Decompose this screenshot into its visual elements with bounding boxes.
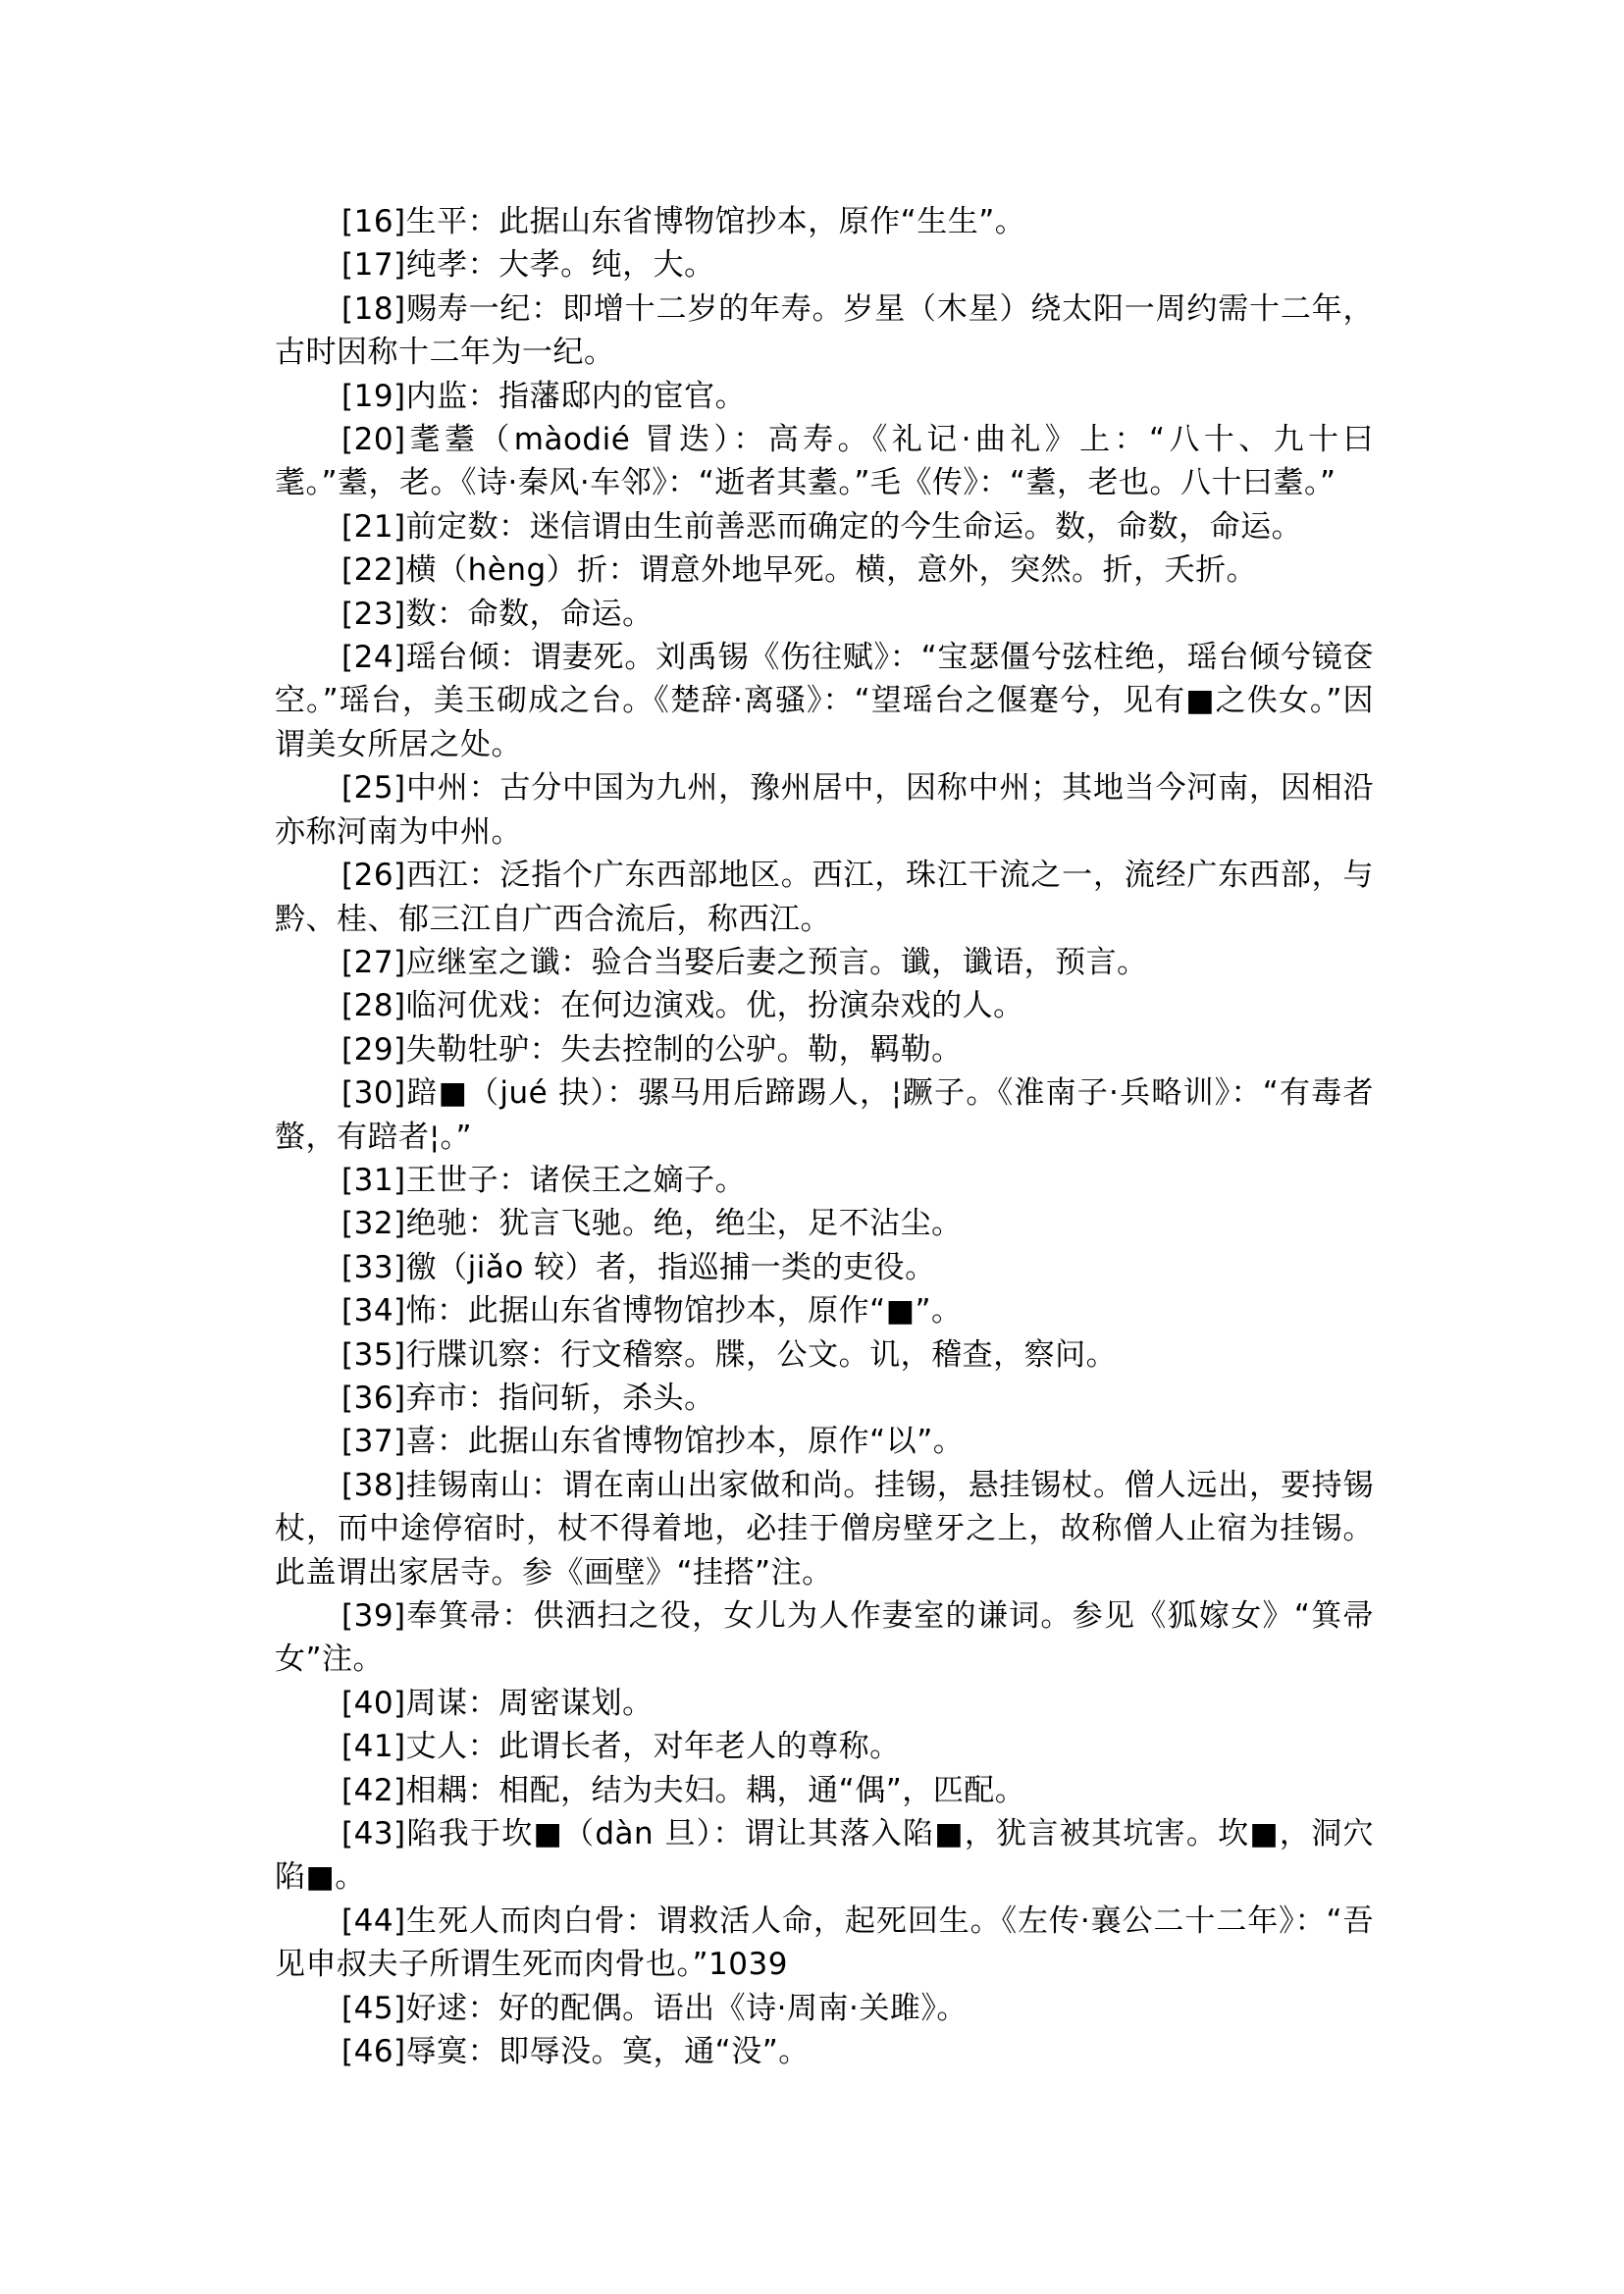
note-22: [22]横（hèng）折：谓意外地早死。横，意外，突然。折，夭折。 (341, 552, 1258, 589)
note-38: [38]挂锡南山：谓在南山出家做和尚。挂锡，悬挂锡杖。僧人远出，要持锡杖，而中途停宿时，杖不得着地，必挂于僧房壁牙之上，故称僧人止宿为挂锡。此盖谓出家居寺。参《画壁》“挂搭”注。 (275, 1467, 1374, 1590)
note-42: [42]相耦：相配，结为夫妇。耦，通“偶”，匹配。 (341, 1772, 1026, 1808)
note-41: [41]丈人：此谓长者，对年老人的尊称。 (341, 1729, 901, 1765)
note-29: [29]失勒牡驴：失去控制的公驴。勒，羁勒。 (341, 1031, 963, 1068)
note-30: [30]踣■（jué 抉）：骡马用后蹄踢人，¦蹶子。《淮南子·兵略训》：“有毒者螫，有踣者¦。” (275, 1075, 1374, 1155)
note-36: [36]弃市：指问斩，杀头。 (341, 1380, 715, 1416)
note-31: [31]王世子：诸侯王之嫡子。 (341, 1162, 747, 1198)
note-16: [16]生平：此据山东省博物馆抄本，原作“生生”。 (341, 204, 1026, 239)
note-28: [28]临河优戏：在何边演戏。优，扮演杂戏的人。 (341, 988, 1024, 1024)
note-18: [18]赐寿一纪：即增十二岁的年寿。岁星（木星）绕太阳一周约需十二年，古时因称十二年为一纪。 (275, 290, 1374, 371)
note-24: [24]瑶台倾：谓妻死。刘禹锡《伤往赋》：“宝瑟僵兮弦柱绝，瑶台倾兮镜奁空。”瑶台，美玉砌成之台。《楚辞·离骚》：“望瑶台之偃蹇兮，见有■之佚女。”因谓美女所居之处。 (275, 640, 1374, 762)
note-32: [32]绝驰：犹言飞驰。绝，绝尘，足不沾尘。 (341, 1206, 963, 1242)
note-25: [25]中州：古分中国为九州，豫州居中，因称中州；其地当今河南，因相沿亦称河南为中州。 (275, 770, 1374, 850)
note-40: [40]周谋：周密谋划。 (341, 1685, 654, 1721)
note-26: [26]西江：泛指个广东西部地区。西江，珠江干流之一，流经广东西部，与黔、桂、郁三江自广西合流后，称西江。 (275, 858, 1374, 937)
note-44: [44]生死人而肉白骨：谓救活人命，起死回生。《左传·襄公二十二年》：“吾见申叔夫子所谓生死而肉骨也。”1039 (275, 1903, 1374, 1983)
note-46: [46]辱寞：即辱没。寞，通“没”。 (341, 2034, 810, 2070)
note-23: [23]数：命数，命运。 (341, 596, 654, 632)
note-27: [27]应继室之谶：验合当娶后妻之预言。谶，谶语，预言。 (341, 944, 1148, 980)
note-19: [19]内监：指藩邸内的宦官。 (341, 378, 747, 414)
note-43: [43]陷我于坎■（dàn 旦）：谓让其落入陷■，犹言被其坑害。坎■，洞穴陷■。 (275, 1816, 1374, 1896)
note-37: [37]喜：此据山东省博物馆抄本，原作“以”。 (341, 1424, 965, 1460)
note-34: [34]怖：此据山东省博物馆抄本，原作“■”。 (341, 1293, 963, 1329)
note-33: [33]徼（jiǎo 较）者，指巡捕一类的吏役。 (341, 1249, 936, 1285)
note-20: [20]耄耋（màodié 冒迭）：高寿。《礼记·曲礼》上：“八十、九十曰耄。”耋，老。《诗·秦风·车邻》：“逝者其耋。”毛《传》：“耋，老也。八十曰耋。” (275, 422, 1374, 501)
annotation-list (275, 200, 1374, 2073)
note-21: [21]前定数：迷信谓由生前善恶而确定的今生命运。数，命数，命运。 (341, 508, 1303, 545)
note-35: [35]行牒讥察：行文稽察。牒，公文。讥，稽查，察问。 (341, 1336, 1118, 1373)
note-45: [45]好逑：好的配偶。语出《诗·周南·关雎》。 (341, 1990, 968, 2026)
note-17: [17]纯孝：大孝。纯，大。 (341, 247, 715, 284)
note-39: [39]奉箕帚：供洒扫之役，女儿为人作妻室的谦词。参见《狐嫁女》“箕帚女”注。 (275, 1598, 1374, 1678)
